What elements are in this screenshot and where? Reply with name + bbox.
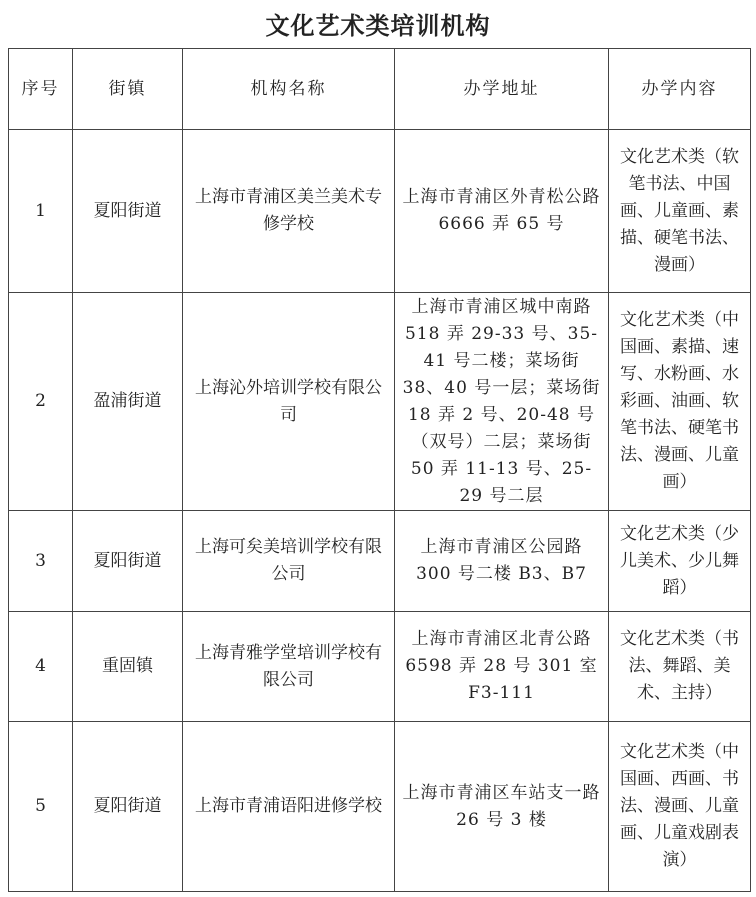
cell-no: 5 <box>9 722 73 892</box>
cell-content: 文化艺术类（少儿美术、少儿舞蹈） <box>609 511 751 612</box>
cell-town: 盈浦街道 <box>73 293 183 511</box>
table-header-row <box>9 49 751 130</box>
cell-content: 文化艺术类（书法、舞蹈、美术、主持） <box>609 612 751 722</box>
header-name: 机构名称 <box>183 49 395 130</box>
cell-town: 夏阳街道 <box>73 722 183 892</box>
cell-content: 文化艺术类（中国画、西画、书法、漫画、儿童画、儿童戏剧表演） <box>609 722 751 892</box>
header-no: 序号 <box>9 49 73 130</box>
cell-name: 上海沁外培训学校有限公司 <box>183 293 395 511</box>
cell-address: 上海市青浦区外青松公路 6666 弄 65 号 <box>395 130 609 293</box>
cell-name: 上海可矣美培训学校有限公司 <box>183 511 395 612</box>
training-institutions-table <box>8 48 751 892</box>
cell-address: 上海市青浦区城中南路 518 弄 29-33 号、35-41 号二楼；菜场街 38、40 号一层；菜场街 18 弄 2 号、20-48 号（双号）二层；菜场街 50 弄 11-13 号、25-29 号二层 <box>395 293 609 511</box>
cell-no: 3 <box>9 511 73 612</box>
cell-name: 上海青雅学堂培训学校有限公司 <box>183 612 395 722</box>
header-address: 办学地址 <box>395 49 609 130</box>
cell-name: 上海市青浦语阳进修学校 <box>183 722 395 892</box>
cell-name: 上海市青浦区美兰美术专修学校 <box>183 130 395 293</box>
table-row <box>9 612 751 722</box>
cell-content: 文化艺术类（中国画、素描、速写、水粉画、水彩画、油画、软笔书法、硬笔书法、漫画、儿童画） <box>609 293 751 511</box>
header-content: 办学内容 <box>609 49 751 130</box>
header-town: 街镇 <box>73 49 183 130</box>
cell-address: 上海市青浦区公园路 300 号二楼 B3、B7 <box>395 511 609 612</box>
table-row <box>9 293 751 511</box>
cell-address: 上海市青浦区北青公路 6598 弄 28 号 301 室 F3-111 <box>395 612 609 722</box>
cell-town: 夏阳街道 <box>73 511 183 612</box>
cell-no: 2 <box>9 293 73 511</box>
cell-no: 4 <box>9 612 73 722</box>
cell-no: 1 <box>9 130 73 293</box>
table-row <box>9 130 751 293</box>
cell-address: 上海市青浦区车站支一路 26 号 3 楼 <box>395 722 609 892</box>
cell-town: 重固镇 <box>73 612 183 722</box>
table-row <box>9 511 751 612</box>
cell-town: 夏阳街道 <box>73 130 183 293</box>
table-row <box>9 722 751 892</box>
cell-content: 文化艺术类（软笔书法、中国画、儿童画、素描、硬笔书法、漫画） <box>609 130 751 293</box>
page-title: 文化艺术类培训机构 <box>265 12 491 40</box>
